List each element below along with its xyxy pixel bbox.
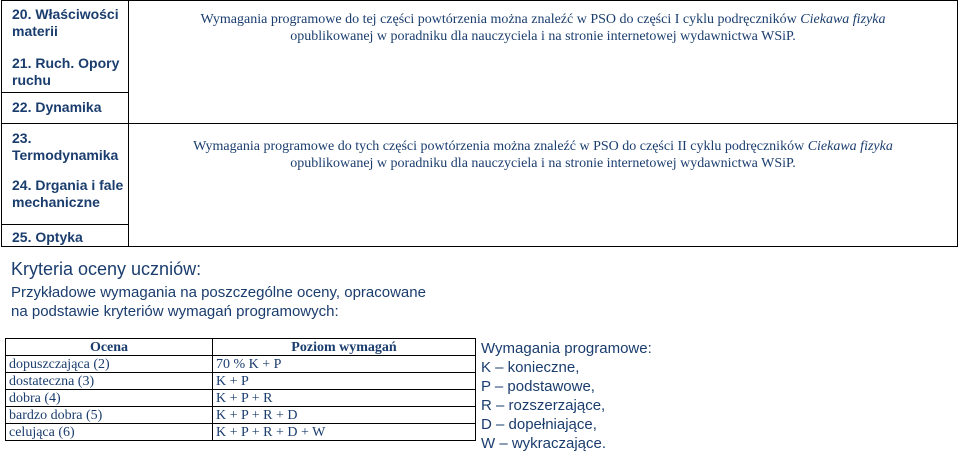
- criteria-desc-line1: Przykładowe wymagania na poszczególne oceny, opracowane: [11, 284, 426, 301]
- grades-table: [5, 338, 476, 441]
- requirements-legend: [481, 339, 652, 453]
- grade-level: K + P + R + D + W: [213, 424, 476, 441]
- grades-header-level: Poziom wymagań: [213, 339, 476, 356]
- topic-cell-4: [2, 225, 129, 247]
- requirements-cell-2: [129, 124, 958, 247]
- grade-name: celująca (6): [6, 424, 213, 441]
- topic-cell-2: [2, 93, 129, 124]
- criteria-desc-line2: na podstawie kryteriów wymagań programowych:: [11, 303, 339, 320]
- grade-name: dobra (4): [6, 390, 213, 407]
- topic-25: 25. Optyka: [12, 229, 83, 245]
- table-row: [6, 424, 476, 441]
- topic-22: 22. Dynamika: [12, 99, 102, 115]
- requirements-text-1: Wymagania programowe do tej części powtórzenia można znaleźć w PSO do części I cyklu podręczników Ciekawa fizyka opublikowanej w poradniku dla nauczyciela i na stronie internetowej wydawnictwa WSiP.: [200, 12, 886, 44]
- legend-item: W – wykraczające.: [481, 435, 607, 452]
- topic-23: 23. Termodynamika: [12, 130, 119, 163]
- grade-name: bardzo dobra (5): [6, 407, 213, 424]
- legend-title: Wymagania programowe:: [481, 340, 652, 357]
- requirements-cell-1: [129, 1, 958, 124]
- grade-level: 70 % K + P: [213, 356, 476, 373]
- criteria-title: Kryteria oceny uczniów:: [11, 259, 202, 279]
- legend-item: R – rozszerzające,: [481, 397, 606, 414]
- topics-requirements-table: [1, 0, 958, 247]
- grades-header-grade: Ocena: [6, 339, 213, 356]
- legend-item: D – dopełniające,: [481, 416, 597, 433]
- topic-20: 20. Właściwości materii: [12, 6, 119, 39]
- legend-item: P – podstawowe,: [481, 378, 595, 395]
- topic-cell-1: [2, 1, 129, 93]
- topic-21: 21. Ruch. Opory ruchu: [12, 55, 120, 88]
- table-row: [6, 407, 476, 424]
- criteria-description: [11, 283, 426, 321]
- topic-24: 24. Drgania i fale mechaniczne: [12, 177, 124, 210]
- requirements-text-2: Wymagania programowe do tych części powtórzenia można znaleźć w PSO do części II cyklu podręczników Ciekawa fizyka opublikowanej w poradniku dla nauczyciela i na stronie internetowej wydawnictwa WSiP.: [193, 139, 893, 171]
- table-row: [6, 373, 476, 390]
- table-row: [6, 356, 476, 373]
- legend-item: K – konieczne,: [481, 359, 580, 376]
- topic-cell-3: [2, 124, 129, 225]
- grade-name: dostateczna (3): [6, 373, 213, 390]
- grade-name: dopuszczająca (2): [6, 356, 213, 373]
- table-row: [6, 390, 476, 407]
- grade-level: K + P + R + D: [213, 407, 476, 424]
- grade-level: K + P: [213, 373, 476, 390]
- grade-level: K + P + R: [213, 390, 476, 407]
